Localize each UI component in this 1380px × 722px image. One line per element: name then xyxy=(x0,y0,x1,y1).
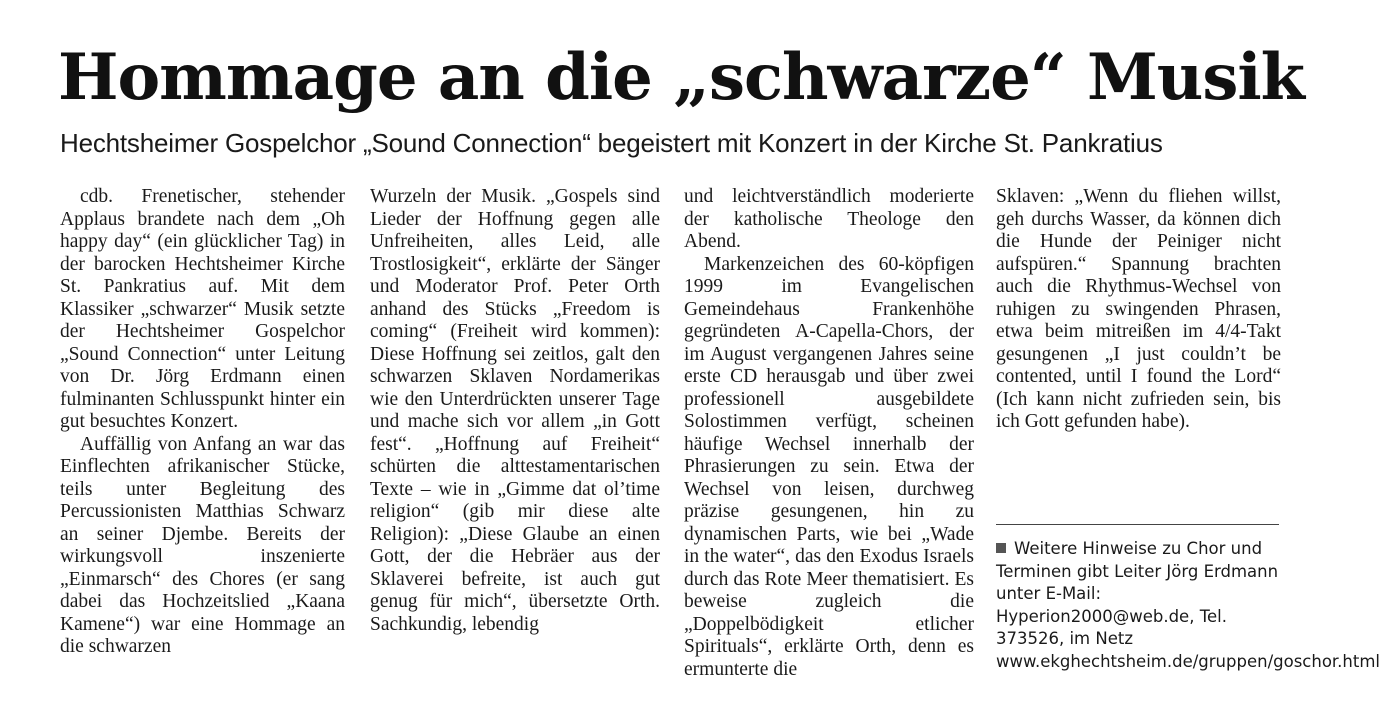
paragraph: Markenzeichen des 60-köpfigen 1999 im Evangelischen Gemeindehaus Frankenhöhe gegründeten A-Capella-Chors, der im August vergangenen Jahres seine erste CD herausgab und über zwei professionell ausgebildete Solostimmen verfügt, scheinen häufige Wechsel innerhalb der Phrasierungen zu sein. Etwa der Wechsel von leisen, durchweg präzise gesungenen, hin zu dynamischen Parts, wie bei „Wade in the water“, das den Exodus Israels durch das Rote Meer thematisiert. Es beweise zugleich die „Doppelbödigkeit etlicher Spirituals“, erklärte Orth, denn es ermunterte die xyxy=(684,253,974,680)
square-bullet-icon xyxy=(996,543,1006,553)
paragraph: und leichtverständlich moderierte der katholische Theologe den Abend. xyxy=(684,186,974,252)
paragraph: cdb. Frenetischer, stehender Applaus brandete nach dem „Oh happy day“ (ein glücklicher Tag) in der barocken Hechtsheimer Kirche St. Pankratius auf. Mit dem Klassiker „schwarzer“ Musik setzte der Hechtsheimer Gospelchor „Sound Connection“ unter Leitung von Dr. Jörg Erdmann einen fulminanten Schlusspunkt hinter ein gut besuchtes Konzert. xyxy=(60,186,345,432)
info-divider xyxy=(996,524,1279,525)
subheadline: Hechtsheimer Gospelchor „Sound Connection“ begeistert mit Konzert in der Kirche St. Pankratius xyxy=(60,128,1163,158)
article-column-3 xyxy=(684,186,974,681)
info-text-line xyxy=(996,538,1380,673)
paragraph: Wurzeln der Musik. „Gospels sind Lieder der Hoffnung gegen alle Unfreiheiten, alles Leid, alle Trostlosigkeit“, erklärte der Sänger und Moderator Prof. Peter Orth anhand des Stücks „Freedom is coming“ (Freiheit wird kommen): Diese Hoffnung sei zeitlos, galt den schwarzen Sklaven Nordamerikas wie den Unterdrückten unserer Tage und mache sich vor allem „in Gott fest“. „Hoffnung auf Freiheit“ schürten die alttestamentarischen Texte – wie in „Gimme dat ol’time religion“ (gib mir diese alte Religion): „Diese Glaube an einen Gott, der die Hebräer aus der Sklaverei befreite, ist auch gut genug für mich“, übersetzte Orth. Sachkundig, lebendig xyxy=(370,186,660,635)
info-box xyxy=(996,538,1380,673)
headline: Hommage an die „schwarze“ Musik xyxy=(58,40,1304,115)
info-text: Weitere Hinweise zu Chor und Terminen gibt Leiter Jörg Erdmann unter E-Mail: Hyperion2000@web.de, Tel. 373526, im Netz www.ekghechtsheim.de/gruppen/goschor.html xyxy=(996,539,1380,671)
paragraph: Sklaven: „Wenn du fliehen willst, geh durchs Wasser, da können dich die Hunde der Peiniger nicht aufspüren.“ Spannung brachten auch die Rhythmus-Wechsel von ruhigen zu swingenden Phrasen, etwa beim mitreißen im 4/4-Takt gesungenen „I just couldn’t be contented, until I found the Lord“ (Ich kann nicht zufrieden sein, bis ich Gott gefunden habe). xyxy=(996,186,1281,432)
article-column-4 xyxy=(996,186,1281,434)
paragraph: Auffällig von Anfang an war das Einflechten afrikanischer Stücke, teils unter Begleitung des Percussionisten Matthias Schwarz an seiner Djembe. Bereits der wirkungsvoll inszenierte „Einmarsch“ des Chores (er sang dabei das Hochzeitslied „Kaana Kamene“) war eine Hommage an die schwarzen xyxy=(60,433,345,657)
article-column-1 xyxy=(60,186,345,659)
article-column-2 xyxy=(370,186,660,636)
